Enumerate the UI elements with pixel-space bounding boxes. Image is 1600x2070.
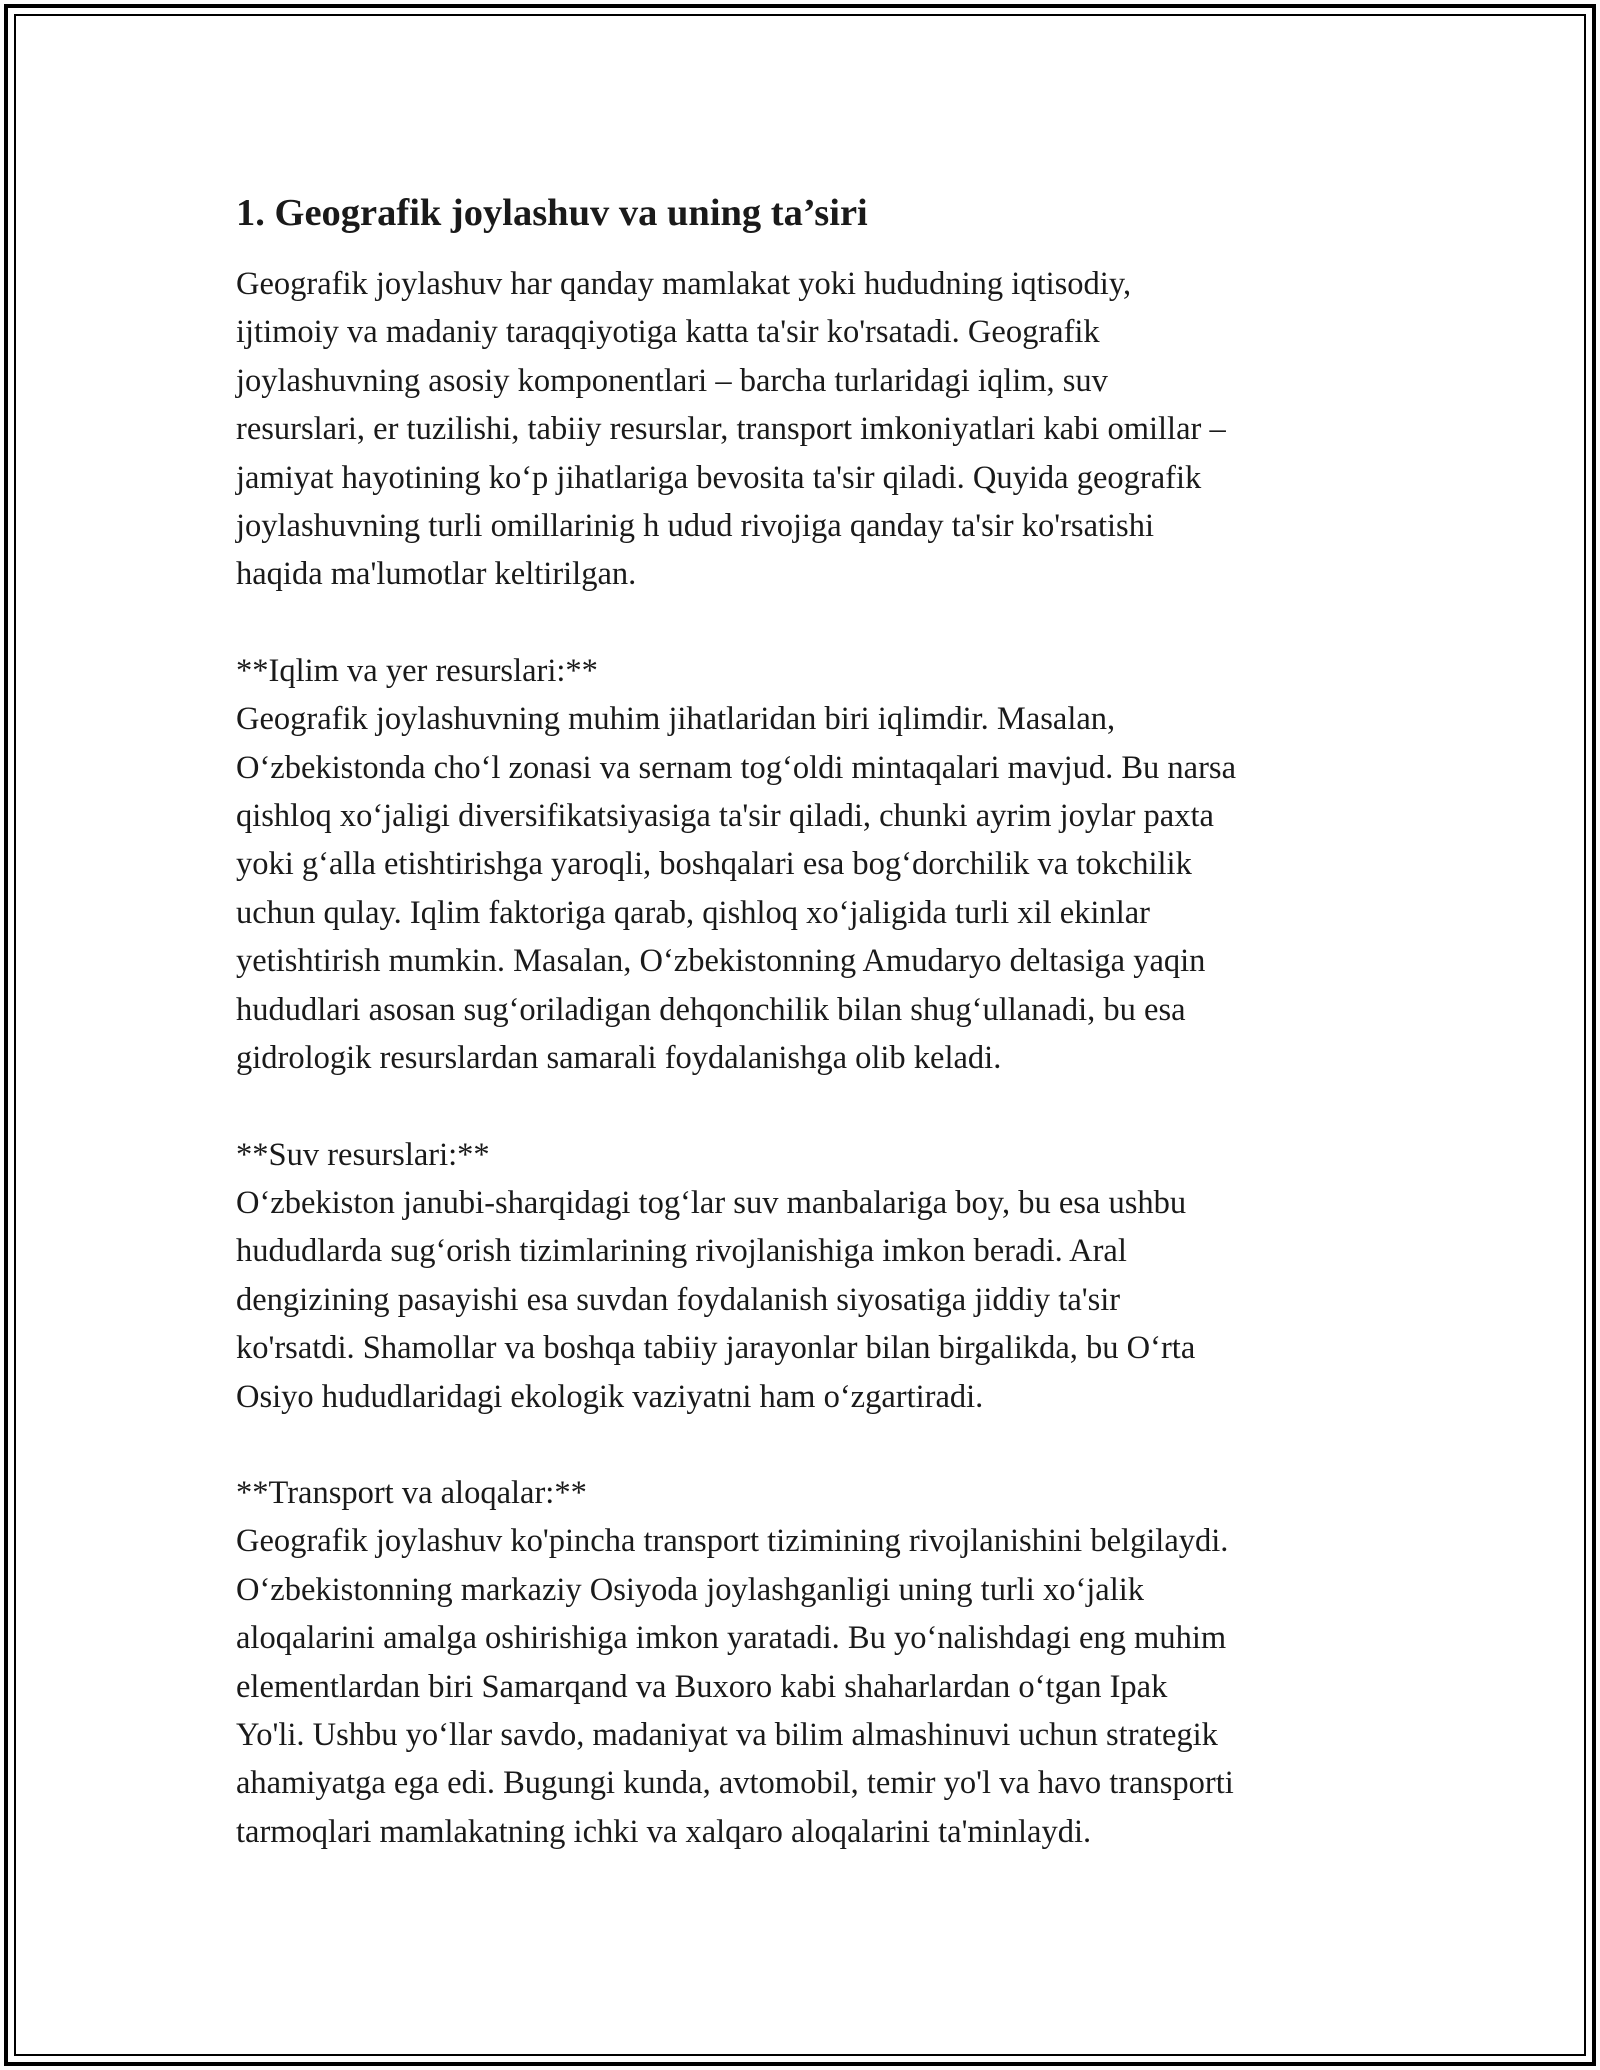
section-paragraph: O‘zbekiston janubi-sharqidagi tog‘lar suv manbalariga boy, bu esa ushbu hududlarda sug‘orish tizimlarining rivojlanishiga imkon beradi. Aral dengizining pasayishi esa suvdan foydalanish siyosatiga jiddiy ta'sir ko'rsatdi. Shamollar va boshqa tabiiy jarayonlar bilan birgalikda, bu O‘rta Osiyo hududlaridagi ekologik vaziyatni ham o‘zgartiradi. — [236, 1184, 1196, 1415]
section-label: **Transport va aloqalar:** — [236, 1474, 587, 1511]
section-water — [236, 1131, 1376, 1421]
intro-paragraph: Geografik joylashuv har qanday mamlakat yoki hududning iqtisodiy, ijtimoiy va madaniy taraqqiyotiga katta ta'sir ko'rsatadi. Geografik joylashuvning asosiy komponentlari – barcha turlaridagi iqlim, suv resurslari, er tuzilishi, tabiiy resurslar, transport imkoniyatlari kabi omillar – jamiyat hayotining ko‘p jihatlariga bevosita ta'sir qiladi. Quyida geografik joylashuvning turli omillarinig h udud rivojiga qanday ta'sir ko'rsatishi haqida ma'lumotlar keltirilgan. — [236, 266, 1226, 593]
section-label: **Iqlim va yer resurslari:** — [236, 652, 598, 689]
document-body — [236, 186, 1376, 1856]
section-heading: 1. Geografik joylashuv va uning ta’siri — [236, 192, 868, 234]
section-climate — [236, 647, 1376, 1083]
section-transport — [236, 1469, 1376, 1856]
section-paragraph: Geografik joylashuvning muhim jihatlaridan biri iqlimdir. Masalan, O‘zbekistonda cho‘l zonasi va sernam tog‘oldi mintaqalari mavjud. Bu narsa qishloq xo‘jaligi diversifikatsiyasiga ta'sir qiladi, chunki ayrim joylar paxta yoki g‘alla etishtirishga yaroqli, boshqalari esa bog‘dorchilik va tokchilik uchun qulay. Iqlim faktoriga qarab, qishloq xo‘jaligida turli xil ekinlar yetishtirish mumkin. Masalan, O‘zbekistonning Amudaryo deltasiga yaqin hududlari asosan sug‘oriladigan dehqonchilik bilan shug‘ullanadi, bu esa gidrologik resurslardan samarali foydalanishga olib keladi. — [236, 701, 1236, 1077]
section-paragraph: Geografik joylashuv ko'pincha transport tizimining rivojlanishini belgilaydi. O‘zbekistonning markaziy Osiyoda joylashganligi uning turli xo‘jalik aloqalarini amalga oshirishiga imkon yaratadi. Bu yo‘nalishdagi eng muhim elementlardan biri Samarqand va Buxoro kabi shaharlardan o‘tgan Ipak Yo'li. Ushbu yo‘llar savdo, madaniyat va bilim almashinuvi uchun strategik ahamiyatga ega edi. Bugungi kunda, avtomobil, temir yo'l va havo transporti tarmoqlari mamlakatning ichki va xalqaro aloqalarini ta'minlaydi. — [236, 1523, 1234, 1850]
section-label: **Suv resurslari:** — [236, 1136, 490, 1173]
